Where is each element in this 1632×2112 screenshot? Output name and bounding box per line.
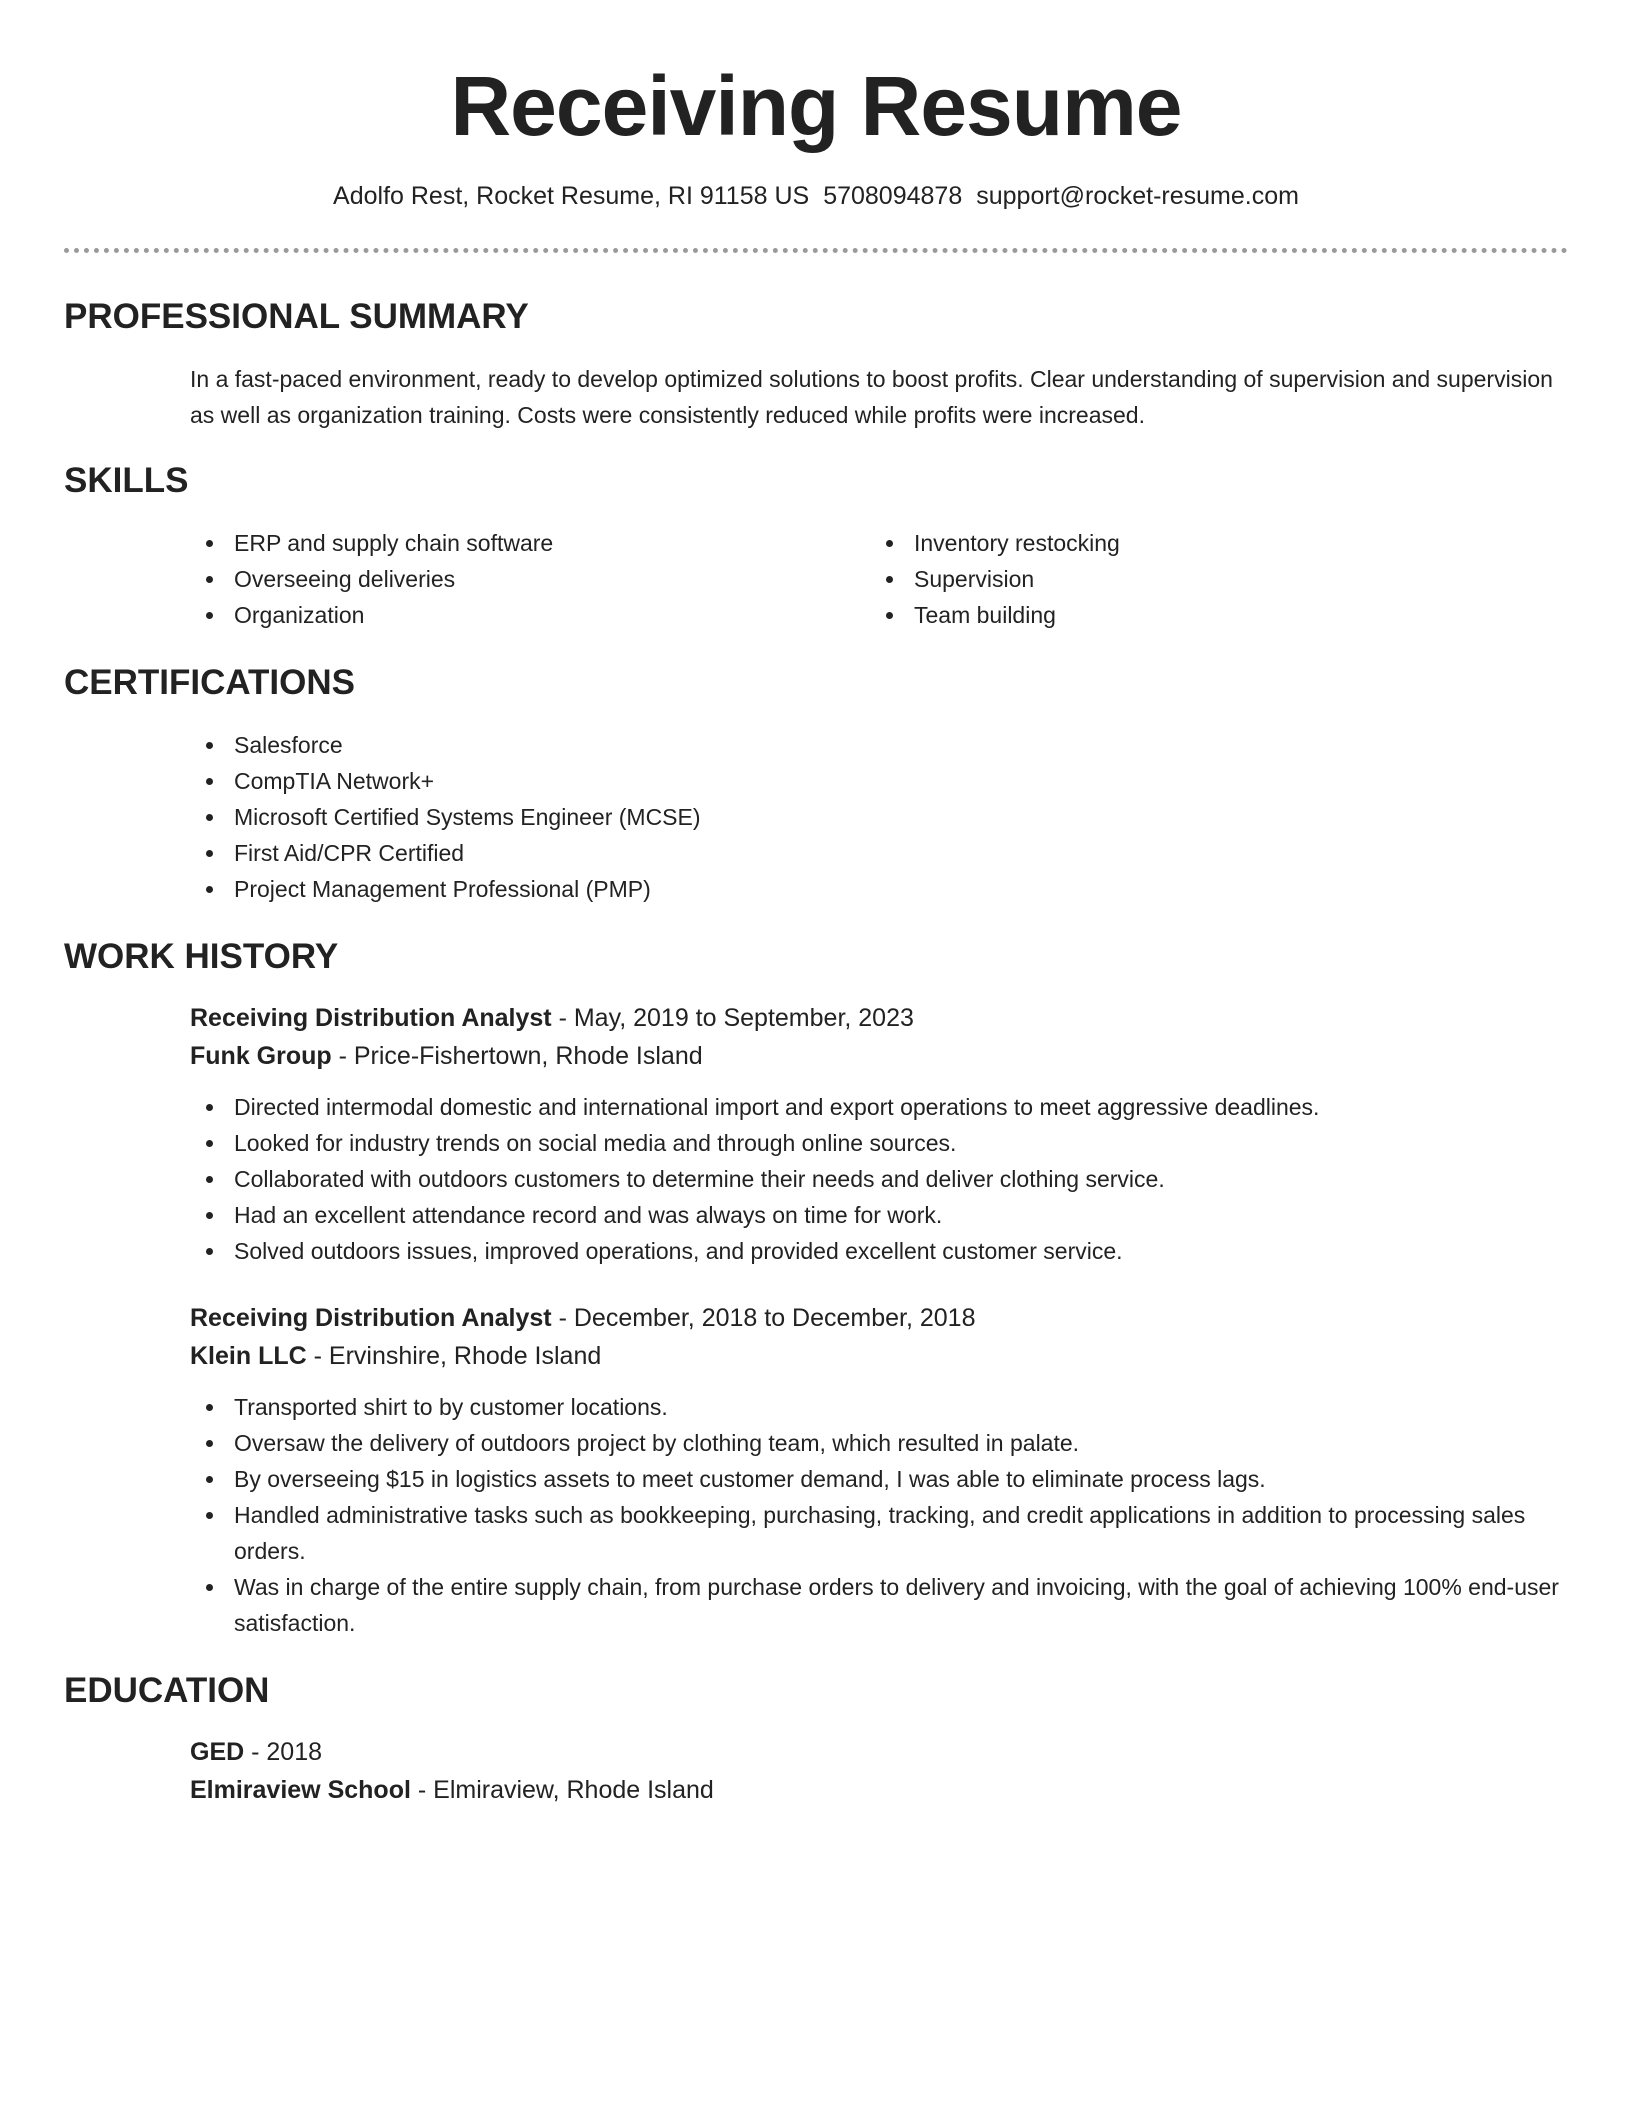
certifications-heading: CERTIFICATIONS	[64, 663, 356, 702]
skill-item: ERP and supply chain software	[190, 525, 870, 561]
responsibility-item: Oversaw the delivery of outdoors project by clothing team, which resulted in palate.	[190, 1425, 1568, 1461]
job-responsibilities	[190, 1089, 1568, 1269]
skill-item: Supervision	[870, 561, 1550, 597]
responsibility-item: Transported shirt to by customer locations.	[190, 1389, 1568, 1425]
school-location: - Elmiraview, Rhode Island	[410, 1776, 714, 1804]
job-location: - Ervinshire, Rhode Island	[306, 1342, 602, 1370]
education-entry	[64, 1733, 1568, 1809]
responsibility-item: By overseeing $15 in logistics assets to meet customer demand, I was able to eliminate process lags.	[190, 1461, 1568, 1497]
job-company: Funk Group	[190, 1042, 332, 1070]
degree: GED	[190, 1738, 245, 1766]
job-title-line	[190, 999, 1568, 1037]
contact-address: Adolfo Rest, Rocket Resume, RI 91158 US	[333, 182, 810, 210]
skill-item: Overseeing deliveries	[190, 561, 870, 597]
responsibility-item: Directed intermodal domestic and international import and export operations to meet aggressive deadlines.	[190, 1089, 1568, 1125]
job-location: - Price-Fishertown, Rhode Island	[331, 1042, 703, 1070]
degree-year: - 2018	[244, 1738, 323, 1766]
certification-item: First Aid/CPR Certified	[190, 835, 1568, 871]
summary-heading: PROFESSIONAL SUMMARY	[64, 297, 529, 336]
job-entry	[64, 999, 1568, 1269]
education-heading: EDUCATION	[64, 1671, 270, 1710]
summary-text: In a fast-paced environment, ready to develop optimized solutions to boost profits. Clear understanding of supervision and supervision as well as organization training. Costs were consistently reduced while profits were increased.	[190, 366, 1553, 428]
job-entry	[64, 1299, 1568, 1641]
job-company: Klein LLC	[190, 1342, 307, 1370]
skills-column-right	[870, 525, 1550, 633]
job-company-line	[190, 1037, 1568, 1075]
responsibility-item: Was in charge of the entire supply chain, from purchase orders to delivery and invoicing, with the goal of achieving 100% end-user satisfaction.	[190, 1569, 1568, 1641]
resume-title: Receiving Resume	[450, 59, 1182, 153]
job-title: Receiving Distribution Analyst	[190, 1004, 552, 1032]
contact-info	[64, 180, 1568, 212]
skills-column-left	[190, 525, 870, 633]
job-responsibilities	[190, 1389, 1568, 1641]
skill-item: Team building	[870, 597, 1550, 633]
certification-item: Microsoft Certified Systems Engineer (MCSE)	[190, 799, 1568, 835]
job-company-line	[190, 1337, 1568, 1375]
certification-item: Project Management Professional (PMP)	[190, 871, 1568, 907]
contact-email: support@rocket-resume.com	[976, 182, 1299, 210]
school-name: Elmiraview School	[190, 1776, 411, 1804]
certification-item: CompTIA Network+	[190, 763, 1568, 799]
responsibility-item: Collaborated with outdoors customers to determine their needs and deliver clothing service.	[190, 1161, 1568, 1197]
responsibility-item: Solved outdoors issues, improved operations, and provided excellent customer service.	[190, 1233, 1568, 1269]
job-title: Receiving Distribution Analyst	[190, 1304, 552, 1332]
skill-item: Inventory restocking	[870, 525, 1550, 561]
header-divider	[64, 248, 1568, 253]
responsibility-item: Looked for industry trends on social media and through online sources.	[190, 1125, 1568, 1161]
responsibility-item: Had an excellent attendance record and was always on time for work.	[190, 1197, 1568, 1233]
work-history-heading: WORK HISTORY	[64, 937, 339, 976]
responsibility-item: Handled administrative tasks such as bookkeeping, purchasing, tracking, and credit applications in addition to processing sales orders.	[190, 1497, 1568, 1569]
certifications-list	[190, 727, 1568, 907]
skills-heading: SKILLS	[64, 461, 189, 500]
skill-item: Organization	[190, 597, 870, 633]
school-line	[190, 1771, 1568, 1809]
job-dates: - December, 2018 to December, 2018	[551, 1304, 976, 1332]
contact-phone: 5708094878	[823, 182, 963, 210]
job-dates: - May, 2019 to September, 2023	[551, 1004, 914, 1032]
certification-item: Salesforce	[190, 727, 1568, 763]
degree-line	[190, 1733, 1568, 1771]
job-title-line	[190, 1299, 1568, 1337]
skills-list	[64, 525, 1568, 633]
